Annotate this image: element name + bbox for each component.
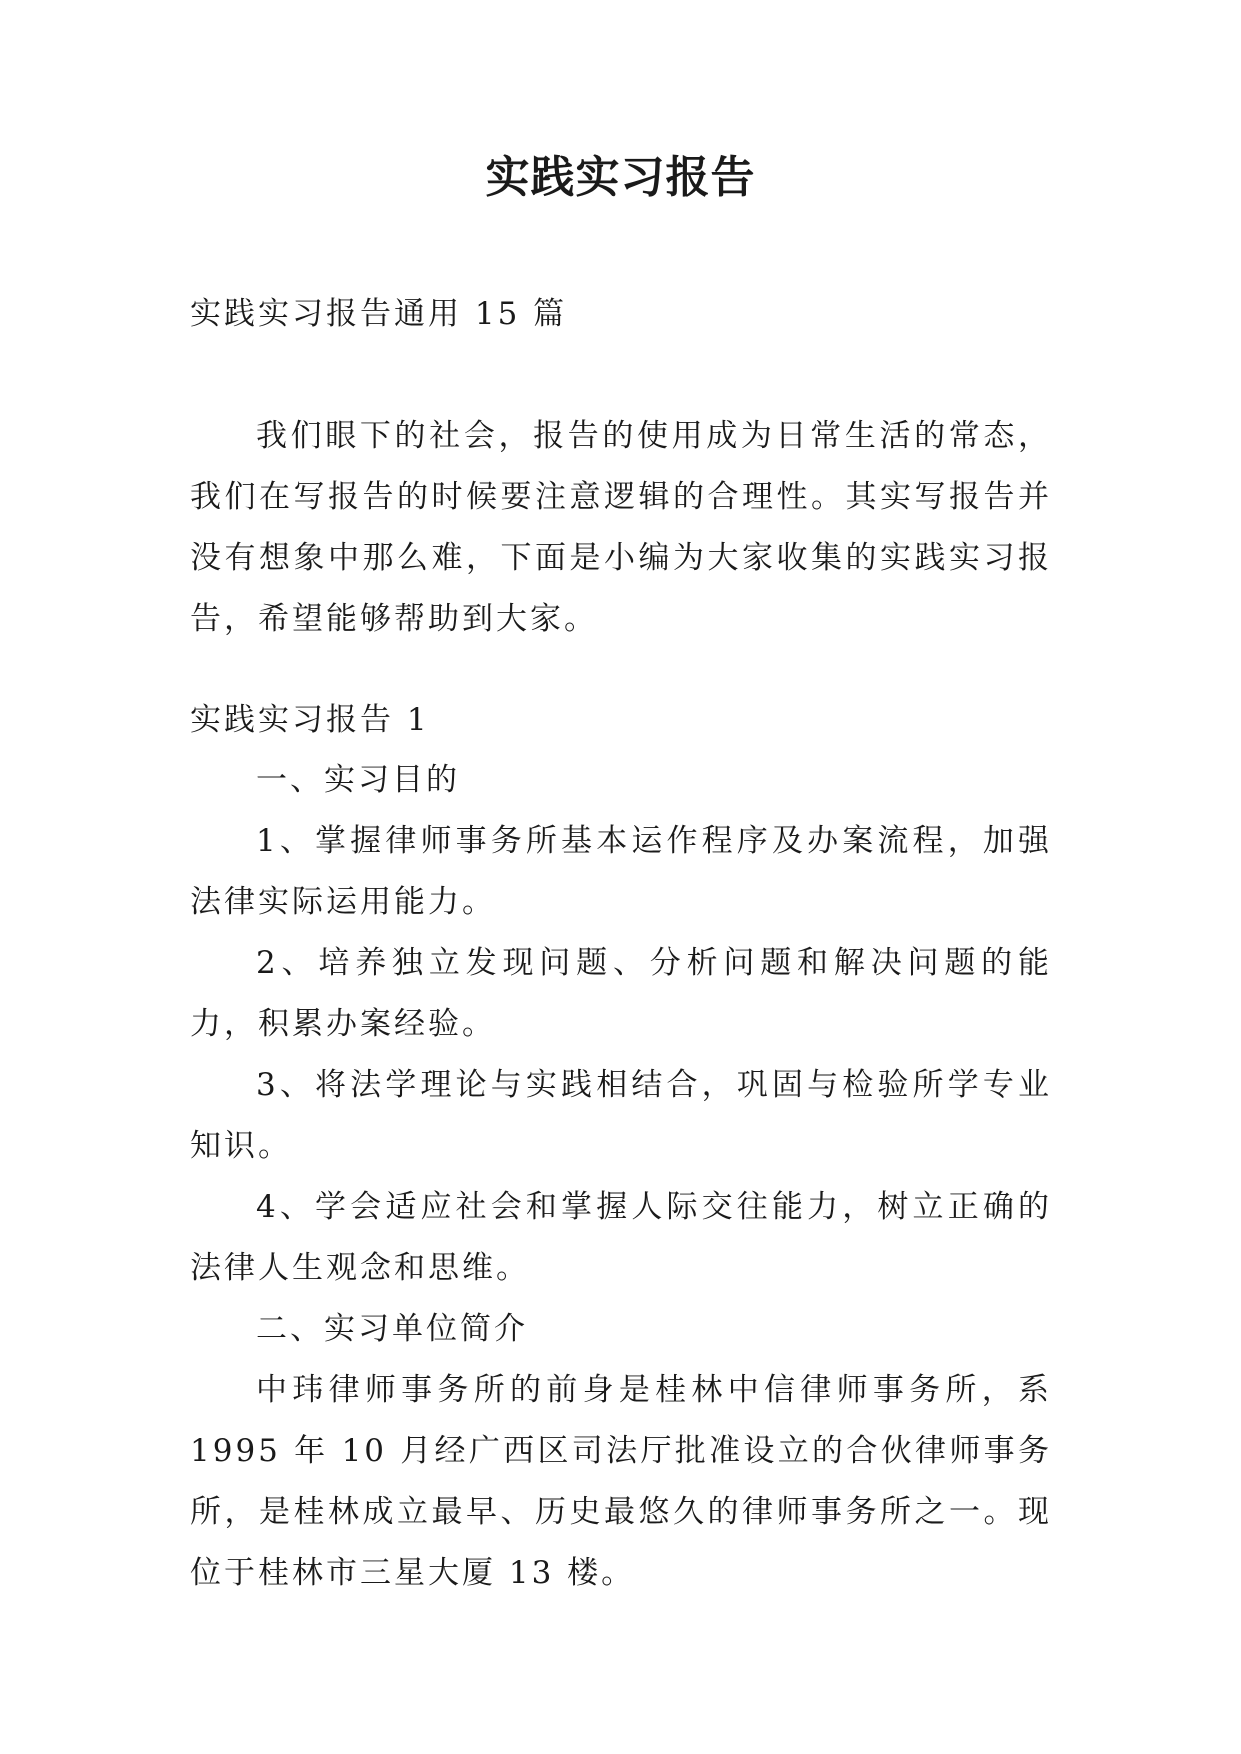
document-subtitle: 实践实习报告通用 15 篇 xyxy=(190,296,568,332)
section-heading: 实践实习报告 1 xyxy=(190,702,430,738)
document-title: 实践实习报告 xyxy=(485,152,756,203)
heading-internship-purpose: 一、实习目的 xyxy=(256,762,460,798)
purpose-item-2: 2、培养独立发现问题、分析问题和解决问题的能力，积累办案经验。 xyxy=(190,945,1052,1042)
unit-intro-paragraph: 中玮律师事务所的前身是桂林中信律师事务所，系 1995 年 10 月经广西区司法厅批准设立的合伙律师事务所，是桂林成立最早、历史最悠久的律师事务所之一。现位于桂林市三星大厦 13 楼。 xyxy=(190,1372,1052,1591)
purpose-item-4: 4、学会适应社会和掌握人际交往能力，树立正确的法律人生观念和思维。 xyxy=(190,1189,1052,1286)
purpose-item-3: 3、将法学理论与实践相结合，巩固与检验所学专业知识。 xyxy=(190,1067,1052,1164)
heading-unit-intro: 二、实习单位简介 xyxy=(256,1311,528,1347)
purpose-item-1: 1、掌握律师事务所基本运作程序及办案流程，加强法律实际运用能力。 xyxy=(190,823,1052,920)
intro-paragraph: 我们眼下的社会，报告的使用成为日常生活的常态，我们在写报告的时候要注意逻辑的合理性。其实写报告并没有想象中那么难，下面是小编为大家收集的实践实习报告，希望能够帮助到大家。 xyxy=(190,418,1052,637)
